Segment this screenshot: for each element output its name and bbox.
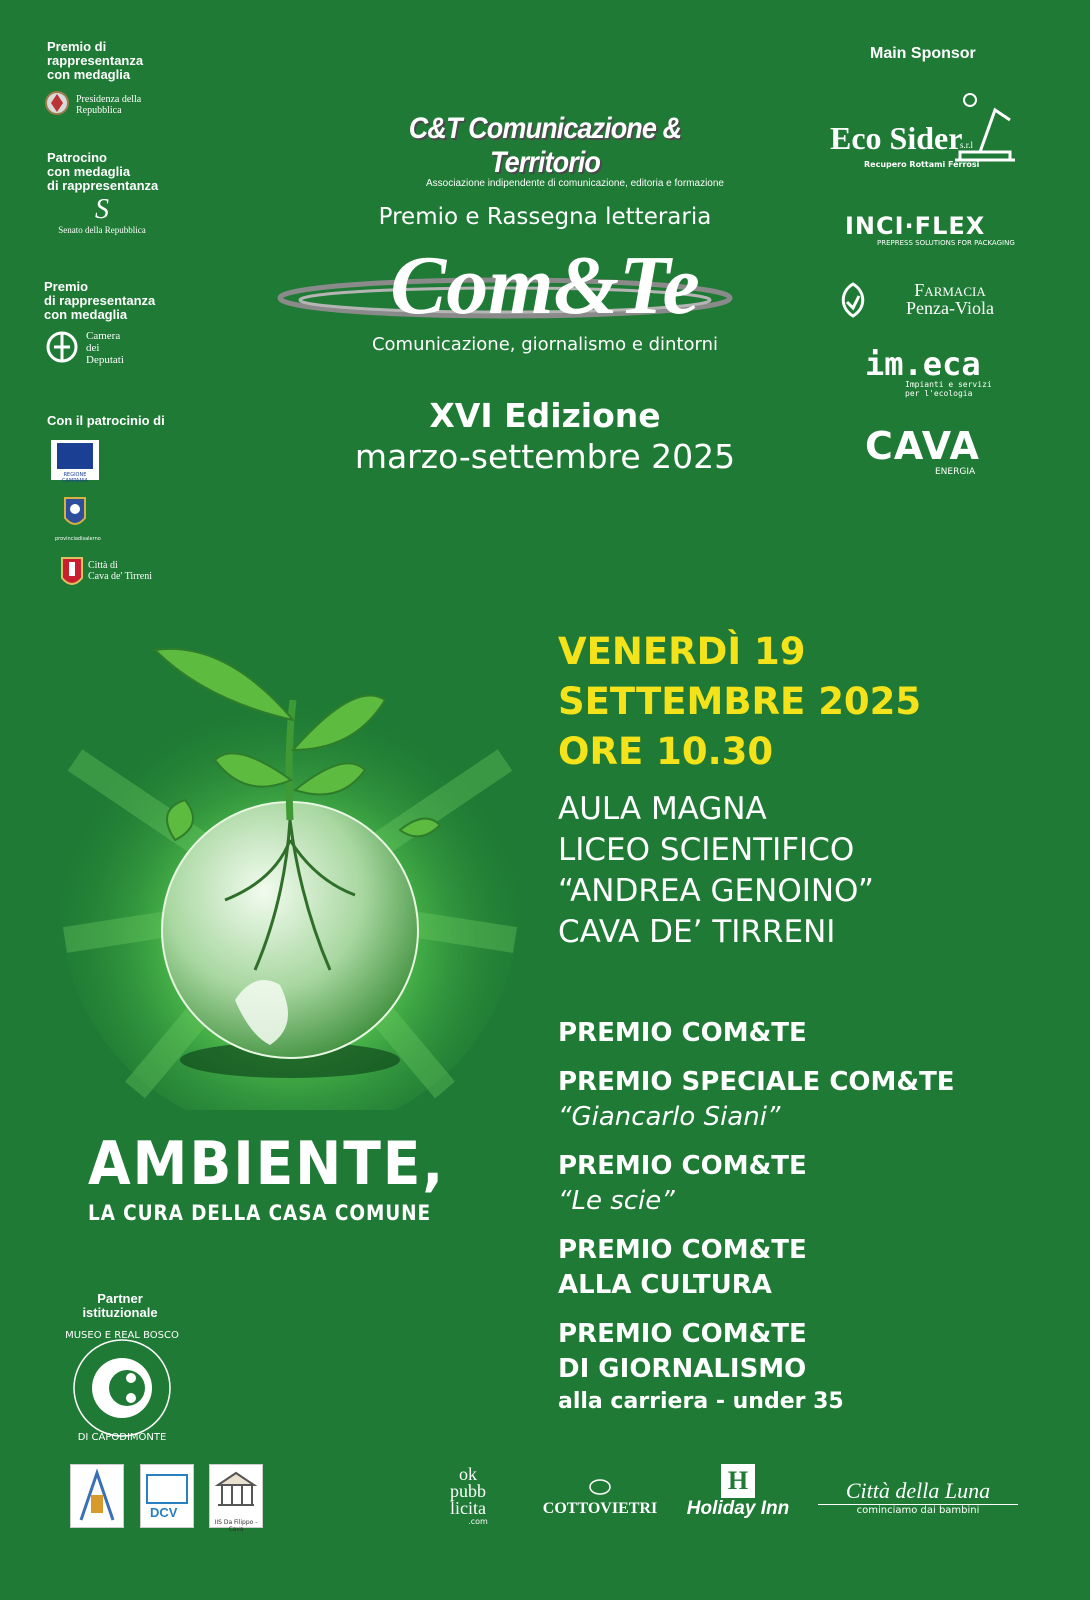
regione-shield-icon <box>57 443 93 469</box>
venue-line: CAVA DE’ TIRRENI <box>558 914 836 950</box>
cava-crest-icon <box>60 556 84 590</box>
dcv-emblem-icon <box>141 1465 193 1527</box>
okpubblicita-logo <box>433 1466 503 1526</box>
school-emblem-icon <box>71 1465 123 1527</box>
farmacia-leaf-icon <box>838 282 868 318</box>
award-item-line3: alla carriera - under 35 <box>558 1389 844 1414</box>
cava-energia-logo <box>865 425 985 477</box>
cava-tag: ENERGIA <box>935 467 976 477</box>
senato-s-icon: S <box>95 194 109 225</box>
cittadellaluna-logo <box>818 1478 1018 1516</box>
iis-emblem-icon <box>210 1465 262 1515</box>
okpubblicita-tld: .com <box>468 1517 488 1526</box>
emblem-icon <box>44 88 70 118</box>
patron-label-3: Premio di rappresentanza con medaglia <box>44 279 156 322</box>
event-venue <box>558 789 1058 953</box>
capodimonte-bottom: DI CAPODIMONTE <box>77 1432 167 1443</box>
senato-text: Senato della Repubblica <box>58 225 146 235</box>
award-title-block <box>275 236 815 336</box>
inciflex-name: INCI·FLEX <box>845 212 986 240</box>
okpubblicita-name: ok pubb licita <box>450 1464 486 1518</box>
citta-caption: Città di Cava de' Tirreni <box>88 560 153 582</box>
award-item: PREMIO COM&TE <box>558 1018 807 1048</box>
award-item: PREMIO COM&TE <box>558 1319 807 1349</box>
cittadellaluna-tag: cominciamo dai bambini <box>856 1505 980 1516</box>
svg-text:DCV: DCV <box>150 1505 178 1520</box>
event-date-line1: VENERDÌ 19 <box>558 630 806 673</box>
holidayinn-name: Holiday Inn <box>686 1498 790 1519</box>
regione-caption: REGIONE CAMPANIA <box>62 472 88 484</box>
citta-cava-logo <box>60 556 153 594</box>
camera-logo <box>44 326 124 372</box>
theme-subline: LA CURA DELLA CASA COMUNE <box>88 1201 431 1225</box>
main-sponsor-label: Main Sponsor <box>870 45 976 62</box>
award-item: PREMIO COM&TE <box>558 1151 807 1181</box>
cittadellaluna-name: Città della Luna <box>818 1478 1018 1505</box>
venue-line: “ANDREA GENOINO” <box>558 873 874 909</box>
farmacia-line1: Farmacia <box>914 280 986 300</box>
awards-list <box>558 1016 1058 1417</box>
cottovietri-emblem-icon <box>588 1478 612 1496</box>
capodimonte-logo <box>64 1330 180 1446</box>
school3-caption: IIS Da Filippo - Cava <box>214 1519 258 1533</box>
provincia-logo <box>55 494 101 542</box>
partner-label: Partner istituzionale <box>82 1291 158 1320</box>
event-date-block <box>558 627 1058 777</box>
award-subtitle: “Le scie” <box>558 1186 675 1216</box>
school-logo-3 <box>209 1464 263 1533</box>
cottovietri-name: COTTOVIETRI <box>542 1500 658 1517</box>
venue-line: LICEO SCIENTIFICO <box>558 832 855 868</box>
patron-label-2: Patrocino con medaglia di rappresentanza <box>47 150 159 193</box>
award-item-line2: DI GIORNALISMO <box>558 1354 807 1384</box>
award-item-line2: ALLA CULTURA <box>558 1270 772 1300</box>
theme-headline: AMBIENTE, <box>88 1129 446 1199</box>
holidayinn-logo <box>683 1464 793 1520</box>
edition: XVI Edizione <box>429 396 661 435</box>
imeca-tag: Impianti e servizi per l'ecologia <box>905 380 992 398</box>
ecosider-suffix: s.r.l <box>960 140 974 150</box>
inciflex-logo <box>845 213 1015 247</box>
ecosider-tag: Recupero Rottami Ferrosi <box>864 160 980 169</box>
provincia-crest-icon <box>63 494 87 532</box>
venue-line: AULA MAGNA <box>558 791 767 827</box>
presidenza-text: Presidenza della Repubblica <box>76 94 142 116</box>
holidayinn-h-icon: H <box>721 1464 755 1498</box>
award-item: PREMIO SPECIALE COM&TE <box>558 1067 955 1097</box>
inciflex-tag: PREPRESS SOLUTIONS FOR PACKAGING <box>877 239 1015 247</box>
provincia-caption: provinciadisalerno <box>55 536 101 542</box>
presidenza-logo <box>44 88 142 122</box>
regione-campania-logo <box>51 440 99 484</box>
patron-label-1: Premio di rappresentanza con medaglia <box>47 39 144 82</box>
award-kicker: Premio e Rassegna letteraria <box>378 204 712 230</box>
ecosider-name: Eco Sider <box>830 120 963 156</box>
imeca-name: im.eca <box>865 345 981 383</box>
camera-emblem-icon <box>44 326 80 368</box>
award-subtitle: “Giancarlo Siani” <box>558 1102 781 1132</box>
school-logo-2 <box>140 1464 194 1528</box>
senato-logo <box>47 196 157 236</box>
patron-label-4: Con il patrocinio di <box>47 413 165 428</box>
cottovietri-logo <box>535 1478 665 1518</box>
org-tagline: Associazione indipendente di comunicazione, editoria e formazione <box>426 178 724 189</box>
org-name: C&T Comunicazione & Territorio <box>408 112 682 179</box>
period: marzo-settembre 2025 <box>354 437 736 476</box>
camera-text: Camera dei Deputati <box>86 330 124 366</box>
ecosider-logo <box>830 90 1030 180</box>
globe-illustration <box>55 640 525 1110</box>
cava-name: CAVA <box>865 424 980 468</box>
org-logo <box>330 112 760 189</box>
imeca-logo <box>865 345 992 398</box>
award-item: PREMIO COM&TE <box>558 1235 807 1265</box>
capodimonte-ring-icon <box>64 1330 180 1446</box>
award-name: Com&Te <box>390 239 700 332</box>
capodimonte-top: MUSEO E REAL BOSCO <box>65 1330 179 1341</box>
school-logo-1 <box>70 1464 124 1528</box>
farmacia-line2: Penza-Viola <box>906 298 994 318</box>
event-date-line2: SETTEMBRE 2025 <box>558 680 922 723</box>
event-time: ORE 10.30 <box>558 730 774 773</box>
award-subtitle: Comunicazione, giornalismo e dintorni <box>371 334 719 355</box>
